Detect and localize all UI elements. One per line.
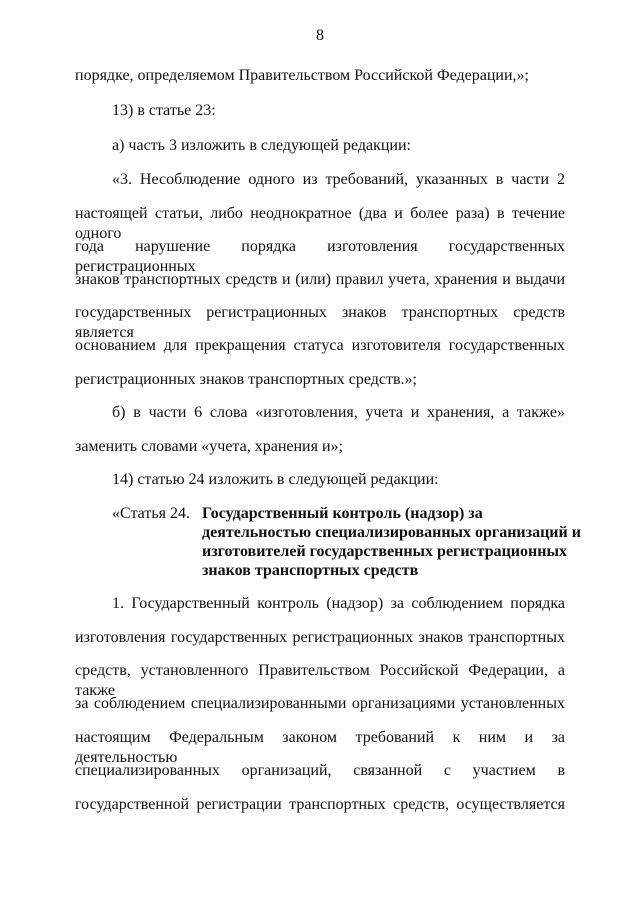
text-line: изготовления государственных регистрационных знаков транспортных xyxy=(75,629,565,646)
text-line: государственной регистрации транспортных средств, осуществляется xyxy=(75,796,565,813)
article-title xyxy=(202,504,581,580)
text-line: 1. Государственный контроль (надзор) за соблюдением порядка xyxy=(112,595,565,612)
text-line: средств, установленного Правительством Российской Федерации, а также xyxy=(75,662,565,699)
text-line: настоящей статьи, либо неоднократное (два и более раза) в течение одного xyxy=(75,205,565,242)
article-label: «Статья 24. xyxy=(112,505,190,522)
list-item-14: 14) статью 24 изложить в следующей редакции: xyxy=(112,471,439,488)
text-line: «3. Несоблюдение одного из требований, указанных в части 2 xyxy=(112,171,565,188)
list-item-13: 13) в статье 23: xyxy=(112,102,216,119)
subitem-a: а) часть 3 изложить в следующей редакции: xyxy=(112,137,411,154)
text-line: специализированных организаций, связанной с участием в xyxy=(75,762,565,779)
subitem-b: б) в части 6 слова «изготовления, учета и хранения, а также» xyxy=(112,404,565,421)
text-line: заменить словами «учета, хранения и»; xyxy=(75,438,343,455)
text-line: регистрационных знаков транспортных средств.»; xyxy=(75,371,417,388)
article-title-line: деятельностью специализированных организаций и xyxy=(202,524,581,541)
text-line: знаков транспортных средств и (или) правил учета, хранения и выдачи xyxy=(75,271,565,288)
text-line: государственных регистрационных знаков транспортных средств является xyxy=(75,304,565,341)
article-title-line: изготовителей государственных регистрационных xyxy=(202,543,567,560)
text-line: за соблюдением специализированными организациями установленных xyxy=(75,695,565,712)
text-line: года нарушение порядка изготовления государственных регистрационных xyxy=(75,238,565,275)
page-number: 8 xyxy=(316,27,324,44)
text-line: порядке, определяемом Правительством Российской Федерации,»; xyxy=(75,67,529,84)
text-line: настоящим Федеральным законом требований к ним и за деятельностью xyxy=(75,729,565,766)
article-title-line: знаков транспортных средств xyxy=(202,562,419,579)
article-title-line: Государственный контроль (надзор) за xyxy=(202,505,483,522)
text-line: основанием для прекращения статуса изготовителя государственных xyxy=(75,337,565,354)
